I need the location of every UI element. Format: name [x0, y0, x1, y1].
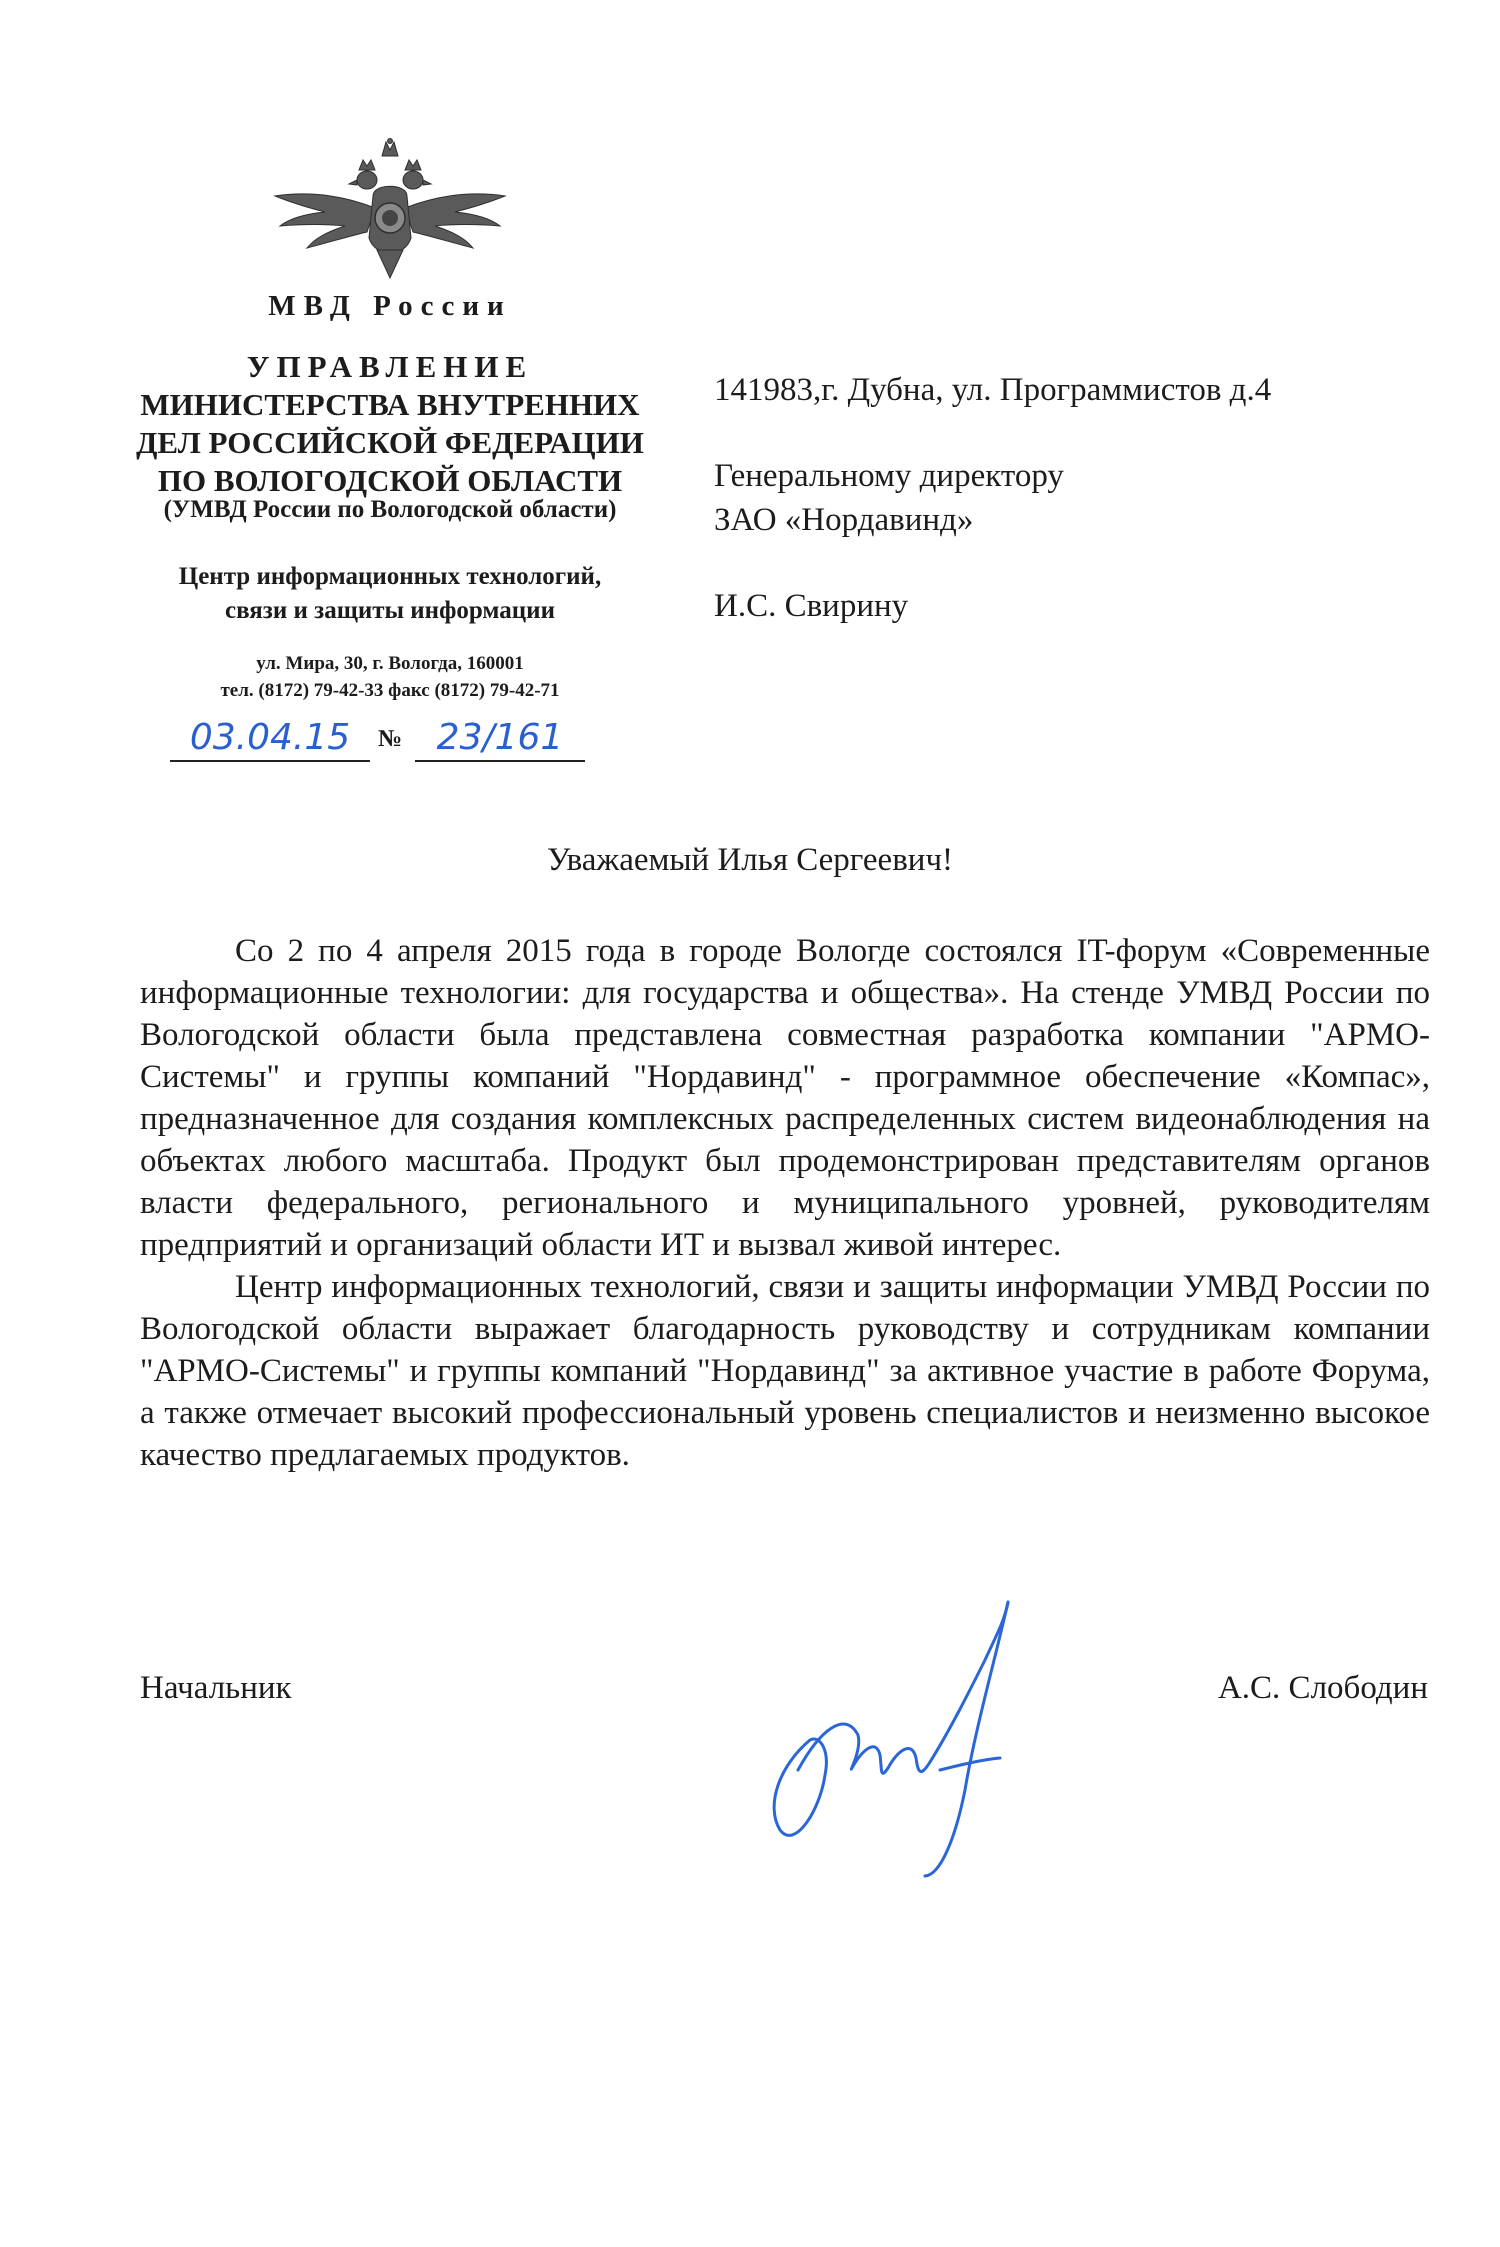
letter-body — [140, 930, 1430, 1476]
body-paragraph: Со 2 по 4 апреля 2015 года в городе Вологде состоялся IT-форум «Современные информационные технологии: для государства и общества». На стенде УМВД России по Вологодской области была представлена совместная разработка компании "АРМО-Системы" и группы компаний "Нордавинд" - программное обеспечение «Компас», предназначенное для создания комплексных распределенных систем видеонаблюдения на объектах любого масштаба. Продукт был продемонстрирован представителям органов власти федерального, регионального и муниципального уровней, руководителям предприятий и организаций области ИТ и вызвал живой интерес. — [140, 933, 1430, 1263]
sender-phone: тел. (8172) 79-42-33 факс (8172) 79-42-71 — [220, 680, 560, 701]
organization-line: ДЕЛ РОССИЙСКОЙ ФЕДЕРАЦИИ — [136, 425, 644, 460]
sender-contacts — [80, 650, 700, 704]
ministry-name: МВД России — [268, 290, 512, 322]
organization-line: ПО ВОЛОГОДСКОЙ ОБЛАСТИ — [157, 463, 623, 498]
recipient-name: И.С. Свирину — [714, 588, 909, 624]
registration-date-underline — [170, 760, 370, 762]
organization-name — [80, 348, 700, 500]
registration-number-label: № — [378, 726, 403, 752]
department-name — [80, 560, 700, 628]
registration-line — [170, 718, 590, 764]
handwritten-signature — [740, 1590, 1040, 1880]
signatory-title: Начальник — [140, 1670, 292, 1706]
registration-number-underline — [415, 760, 585, 762]
organization-short-name: (УМВД России по Вологодской области) — [163, 496, 617, 523]
body-paragraph: Центр информационных технологий, связи и защиты информации УМВД России по Вологодской области выражает благодарность руководству и сотрудникам компании "АРМО-Системы" и группы компаний "Нордавинд" за активное участие в работе Форума, а также отмечает высокий профессиональный уровень специалистов и неизменно высокое качество предлагаемых продуктов. — [140, 1269, 1430, 1473]
greeting: Уважаемый Илья Сергеевич! — [546, 842, 954, 878]
organization-line: УПРАВЛЕНИЕ — [246, 349, 534, 384]
registration-number: 23/161 — [436, 717, 564, 758]
double-headed-eagle-emblem-icon — [255, 138, 525, 286]
recipient-position: Генеральному директору — [714, 458, 1064, 494]
department-line: Центр информационных технологий, — [178, 563, 602, 590]
sender-address: ул. Мира, 30, г. Вологда, 160001 — [256, 653, 524, 674]
recipient-postal-address: 141983,г. Дубна, ул. Программистов д.4 — [714, 372, 1272, 408]
department-line: связи и защиты информации — [225, 597, 555, 624]
recipient-company: ЗАО «Нордавинд» — [714, 502, 974, 538]
registration-date: 03.04.15 — [189, 717, 351, 758]
signatory-name: А.С. Слободин — [1217, 1670, 1428, 1706]
organization-line: МИНИСТЕРСТВА ВНУТРЕННИХ — [140, 387, 640, 422]
